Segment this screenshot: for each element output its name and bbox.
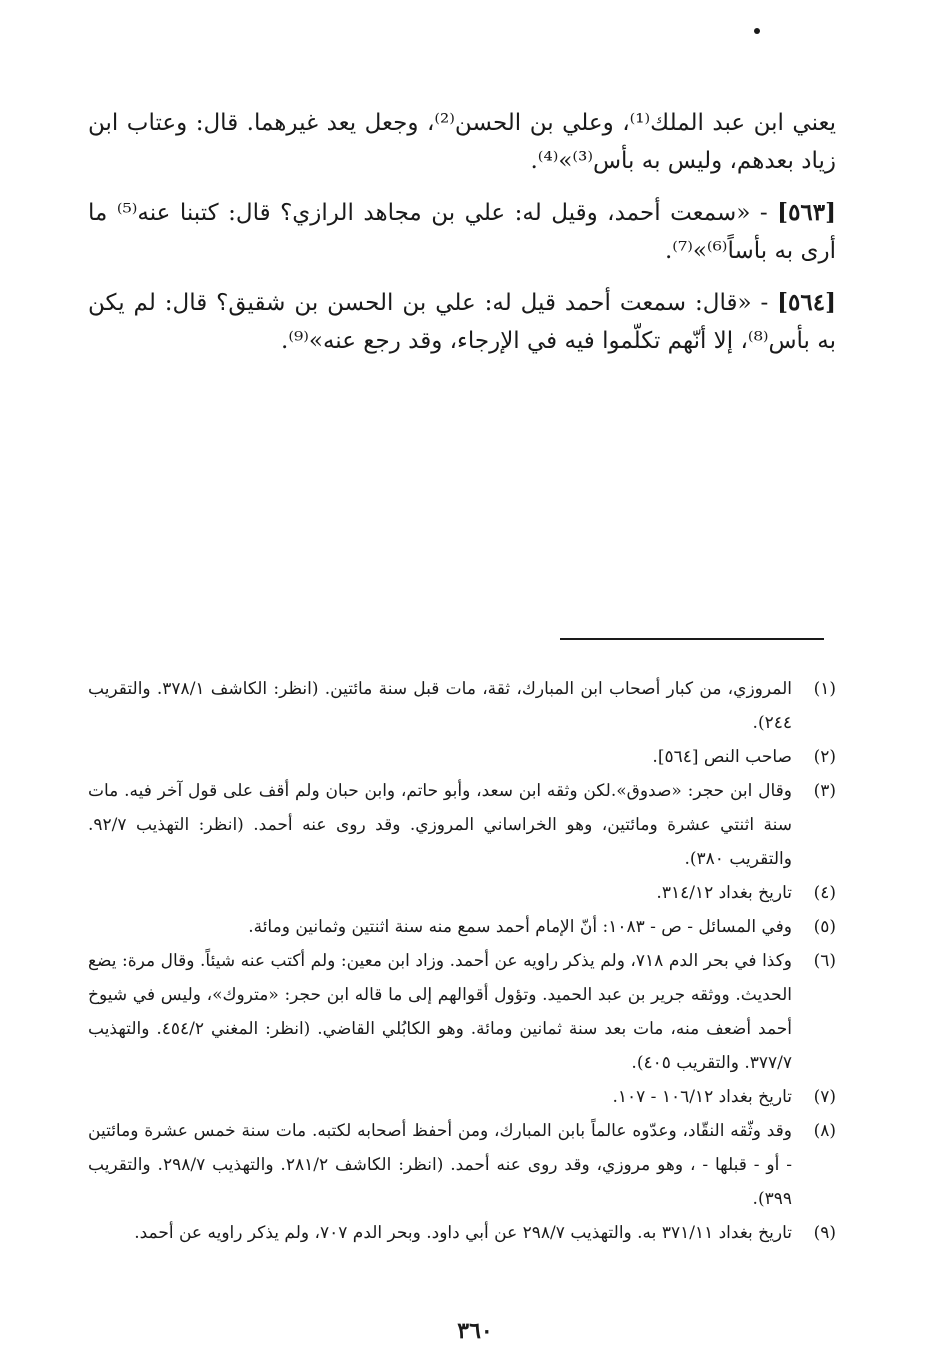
footnote-text: تاريخ بغداد ٣٧١/١١ به. والتهذيب ٢٩٨/٧ عن أبي داود. وبحر الدم ٧٠٧، ولم يذكر راويه عن أحمد. <box>134 1223 792 1243</box>
paragraph-563 <box>88 194 836 270</box>
paragraph-1 <box>88 104 836 180</box>
footnote-3 <box>88 774 836 876</box>
footnote-number: (٢) <box>813 747 836 767</box>
footnote-number: (١) <box>813 679 836 699</box>
footnote-text: المروزي، من كبار أصحاب ابن المبارك، ثقة، مات قبل سنة مائتين. (انظر: الكاشف ٣٧٨/١. والتقريب ٢٤٤). <box>88 679 792 733</box>
footnote-6 <box>88 944 836 1080</box>
main-text <box>88 104 836 374</box>
entry-number-564: [٥٦٤] <box>777 289 836 316</box>
footnote-number: (٧) <box>813 1087 836 1107</box>
footnote-2 <box>88 740 836 774</box>
footnote-4 <box>88 876 836 910</box>
entry-number-563: [٥٦٣] <box>777 199 837 226</box>
footnote-text: وكذا في بحر الدم ٧١٨، ولم يذكر راويه عن أحمد. وزاد ابن معين: ولم أكتب عنه شيئاً. وقال مرة: يضع الحديث. ووثقه جرير بن عبد الحميد. وتؤول أقوالهم إلى ما قاله ابن حجر: «متروك»، وليس في شيوخ أحمد أضعف منه، مات بعد سنة ثمانين ومائة. وهو الكابُلي القاضي. (انظر: المغني ٤٥٤/٢. والتهذيب ٣٧٧/٧. والتقريب ٤٠٥). <box>88 951 793 1073</box>
footnote-text: تاريخ بغداد ٣١٤/١٢. <box>656 883 792 903</box>
footnote-text: تاريخ بغداد ١٠٦/١٢ - ١٠٧. <box>612 1087 792 1107</box>
footnote-separator <box>560 638 824 640</box>
footnote-text: وقال ابن حجر: «صدوق».لكن وثقه ابن سعد، وأبو حاتم، وابن حبان ولم أقف على قول آخر فيه. مات سنة اثنتي عشرة ومائتين، وهو الخراساني المروزي. وقد روى عنه أحمد. (انظر: التهذيب ٩٢/٧. والتقريب ٣٨٠). <box>88 781 792 869</box>
top-dot-mark <box>754 28 760 34</box>
footnote-5 <box>88 910 836 944</box>
footnote-number: (٣) <box>813 781 836 801</box>
footnote-text: وفي المسائل - ص - ١٠٨٣: أنّ الإمام أحمد سمع منه سنة اثنتين وثمانين ومائة. <box>248 917 792 937</box>
paragraph-564-text: - «قال: سمعت أحمد قيل له: علي بن الحسن بن شقيق؟ قال: لم يكن به بأس⁽⁸⁾، إلا أنّهم تكلّموا فيه في الإرجاء، وقد رجع عنه»⁽⁹⁾. <box>88 290 836 354</box>
footnote-number: (٨) <box>813 1121 836 1141</box>
footnote-number: (٩) <box>813 1223 836 1243</box>
footnote-text: وقد وثّقه النقّاد، وعدّوه عالماً بابن المبارك، ومن أحفظ أصحابه لكتبه. مات سنة خمس عشرة ومائتين - أو - قبلها - ، وهو مروزي، وقد روى عنه أحمد. (انظر: الكاشف ٢٨١/٢. والتهذيب ٢٩٨/٧. والتقريب ٣٩٩). <box>88 1121 792 1209</box>
paragraph-1-text: يعني ابن عبد الملك⁽¹⁾، وعلي بن الحسن⁽²⁾، وجعل يعد غيرهما. قال: وعتاب ابن زياد بعدهم، وليس به بأس⁽³⁾»⁽⁴⁾. <box>88 110 837 174</box>
footnote-number: (٤) <box>813 883 836 903</box>
footnote-number: (٥) <box>813 917 836 937</box>
paragraph-564 <box>88 284 836 360</box>
footnote-7 <box>88 1080 836 1114</box>
footnote-9 <box>88 1216 836 1250</box>
footnotes <box>88 672 836 1250</box>
page-number: ٣٦٠ <box>457 1318 493 1344</box>
footnote-8 <box>88 1114 836 1216</box>
footnote-number: (٦) <box>813 951 836 971</box>
footnote-text: صاحب النص [٥٦٤]. <box>652 747 792 767</box>
footnote-1 <box>88 672 836 740</box>
paragraph-563-text: - «سمعت أحمد، وقيل له: علي بن مجاهد الرازي؟ قال: كتبنا عنه⁽⁵⁾ ما أرى به بأساً⁽⁶⁾»⁽⁷⁾. <box>88 200 836 264</box>
